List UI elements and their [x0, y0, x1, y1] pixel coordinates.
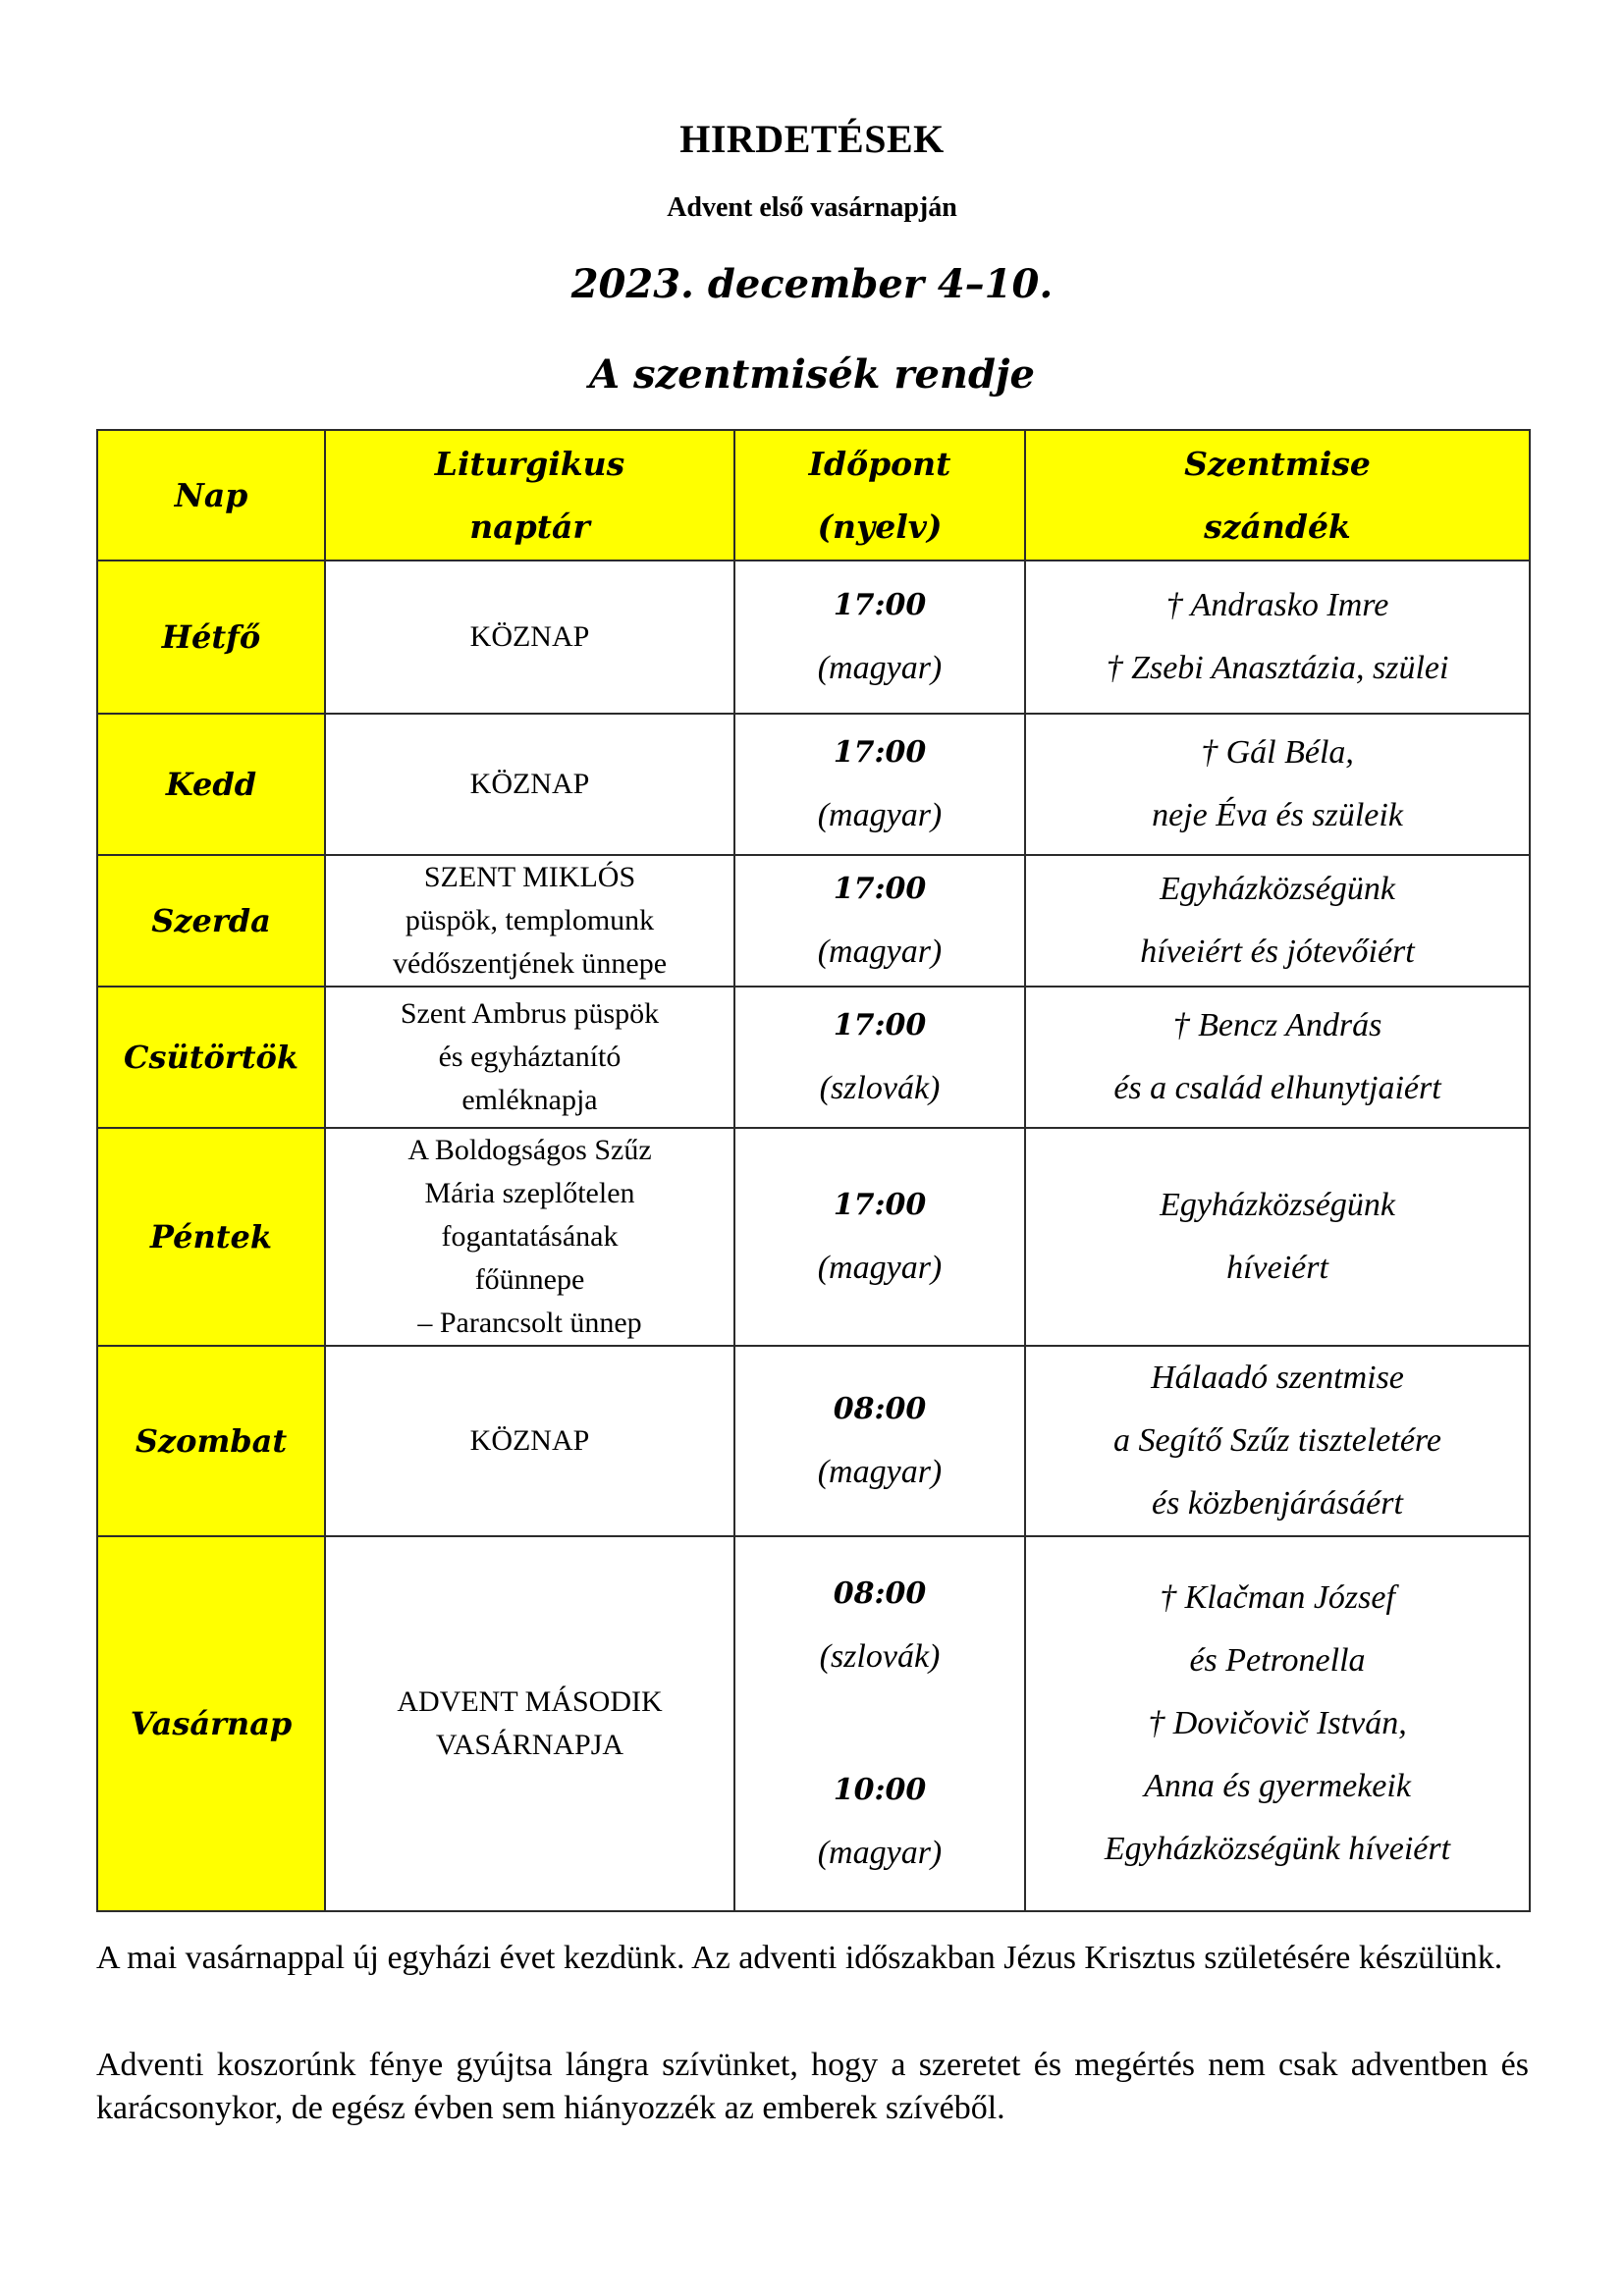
day-cell: Szombat: [97, 1346, 325, 1536]
mass-language: (magyar): [817, 1835, 943, 1871]
liturgy-cell: SZENT MIKLÓS püspök, templomunk védőszentjének ünnepe: [325, 855, 734, 987]
intention-cell: † Bencz András és a család elhunytjaiért: [1025, 987, 1530, 1128]
mass-time: 17:00: [833, 1008, 927, 1042]
mass-language: (magyar): [817, 1250, 943, 1286]
time-cell: [734, 1346, 1025, 1536]
mass-language: (szlovák): [819, 1638, 941, 1675]
mass-schedule-table: [96, 429, 1531, 1912]
day-cell: Hétfő: [97, 561, 325, 714]
day-cell: Kedd: [97, 714, 325, 855]
time-cell: [734, 855, 1025, 987]
date-range: 2023. december 4–10.: [570, 261, 1054, 307]
liturgy-cell: A Boldogságos Szűz Mária szeplőtelen fogantatásának főünnepe – Parancsolt ünnep: [325, 1128, 734, 1346]
column-header-intention: Szentmise szándék: [1025, 430, 1530, 561]
announcement-paragraph: A mai vasárnappal új egyházi évet kezdünk. Az adventi időszakban Jézus Krisztus születésére készülünk.: [96, 1940, 1503, 1976]
page-title: HIRDETÉSEK: [679, 117, 945, 161]
mass-language: (magyar): [817, 934, 943, 970]
intention-cell: † Gál Béla, neje Éva és szüleik: [1025, 714, 1530, 855]
page-subtitle: Advent első vasárnapján: [667, 192, 957, 223]
liturgy-cell: KÖZNAP: [325, 714, 734, 855]
liturgy-cell: Szent Ambrus püspök és egyháztanító emléknapja: [325, 987, 734, 1128]
table-row: [97, 987, 1530, 1128]
table-row: [97, 1128, 1530, 1346]
day-cell: Péntek: [97, 1128, 325, 1346]
time-cell: [734, 1128, 1025, 1346]
intention-cell: Egyházközségünk híveiért: [1025, 1128, 1530, 1346]
mass-language: (szlovák): [819, 1070, 941, 1106]
mass-time: 17:00: [833, 1188, 927, 1222]
mass-time: 17:00: [833, 735, 927, 770]
column-header-day: Nap: [97, 430, 325, 561]
table-row: [97, 714, 1530, 855]
time-cell: [734, 561, 1025, 714]
intention-cell: Hálaadó szentmise a Segítő Szűz tiszteletére és közbenjárásáért: [1025, 1346, 1530, 1536]
liturgy-cell: KÖZNAP: [325, 561, 734, 714]
table-header-row: [97, 430, 1530, 561]
day-cell: Vasárnap: [97, 1536, 325, 1911]
mass-time: 17:00: [833, 872, 927, 906]
mass-time: 17:00: [833, 588, 927, 622]
mass-language: (magyar): [817, 1454, 943, 1490]
table-row: [97, 561, 1530, 714]
time-cell: [734, 987, 1025, 1128]
table-row: [97, 855, 1530, 987]
column-header-time: Időpont (nyelv): [734, 430, 1025, 561]
mass-language: (magyar): [817, 650, 943, 686]
section-title: A szentmisék rendje: [589, 351, 1035, 398]
time-cell: [734, 714, 1025, 855]
mass-language: (magyar): [817, 797, 943, 833]
liturgy-cell: ADVENT MÁSODIK VASÁRNAPJA: [325, 1536, 734, 1911]
mass-time: 08:00: [833, 1576, 927, 1611]
intention-cell: † Klačman József és Petronella † Dovičovič István, Anna és gyermekeik Egyházközségünk híveiért: [1025, 1536, 1530, 1911]
column-header-liturgy: Liturgikus naptár: [325, 430, 734, 561]
intention-cell: † Andrasko Imre † Zsebi Anasztázia, szülei: [1025, 561, 1530, 714]
time-cell: [734, 1536, 1025, 1911]
mass-time: 08:00: [833, 1392, 927, 1426]
day-cell: Csütörtök: [97, 987, 325, 1128]
table-row: [97, 1346, 1530, 1536]
liturgy-cell: KÖZNAP: [325, 1346, 734, 1536]
announcement-paragraph: Adventi koszorúnk fénye gyújtsa lángra szívünket, hogy a szeretet és megértés nem csak adventben és karácsonykor, de egész évben sem hiányozzék az emberek szívéből.: [96, 2047, 1529, 2126]
table-row: [97, 1536, 1530, 1911]
intention-cell: Egyházközségünk híveiért és jótevőiért: [1025, 855, 1530, 987]
day-cell: Szerda: [97, 855, 325, 987]
mass-time: 10:00: [833, 1773, 927, 1807]
